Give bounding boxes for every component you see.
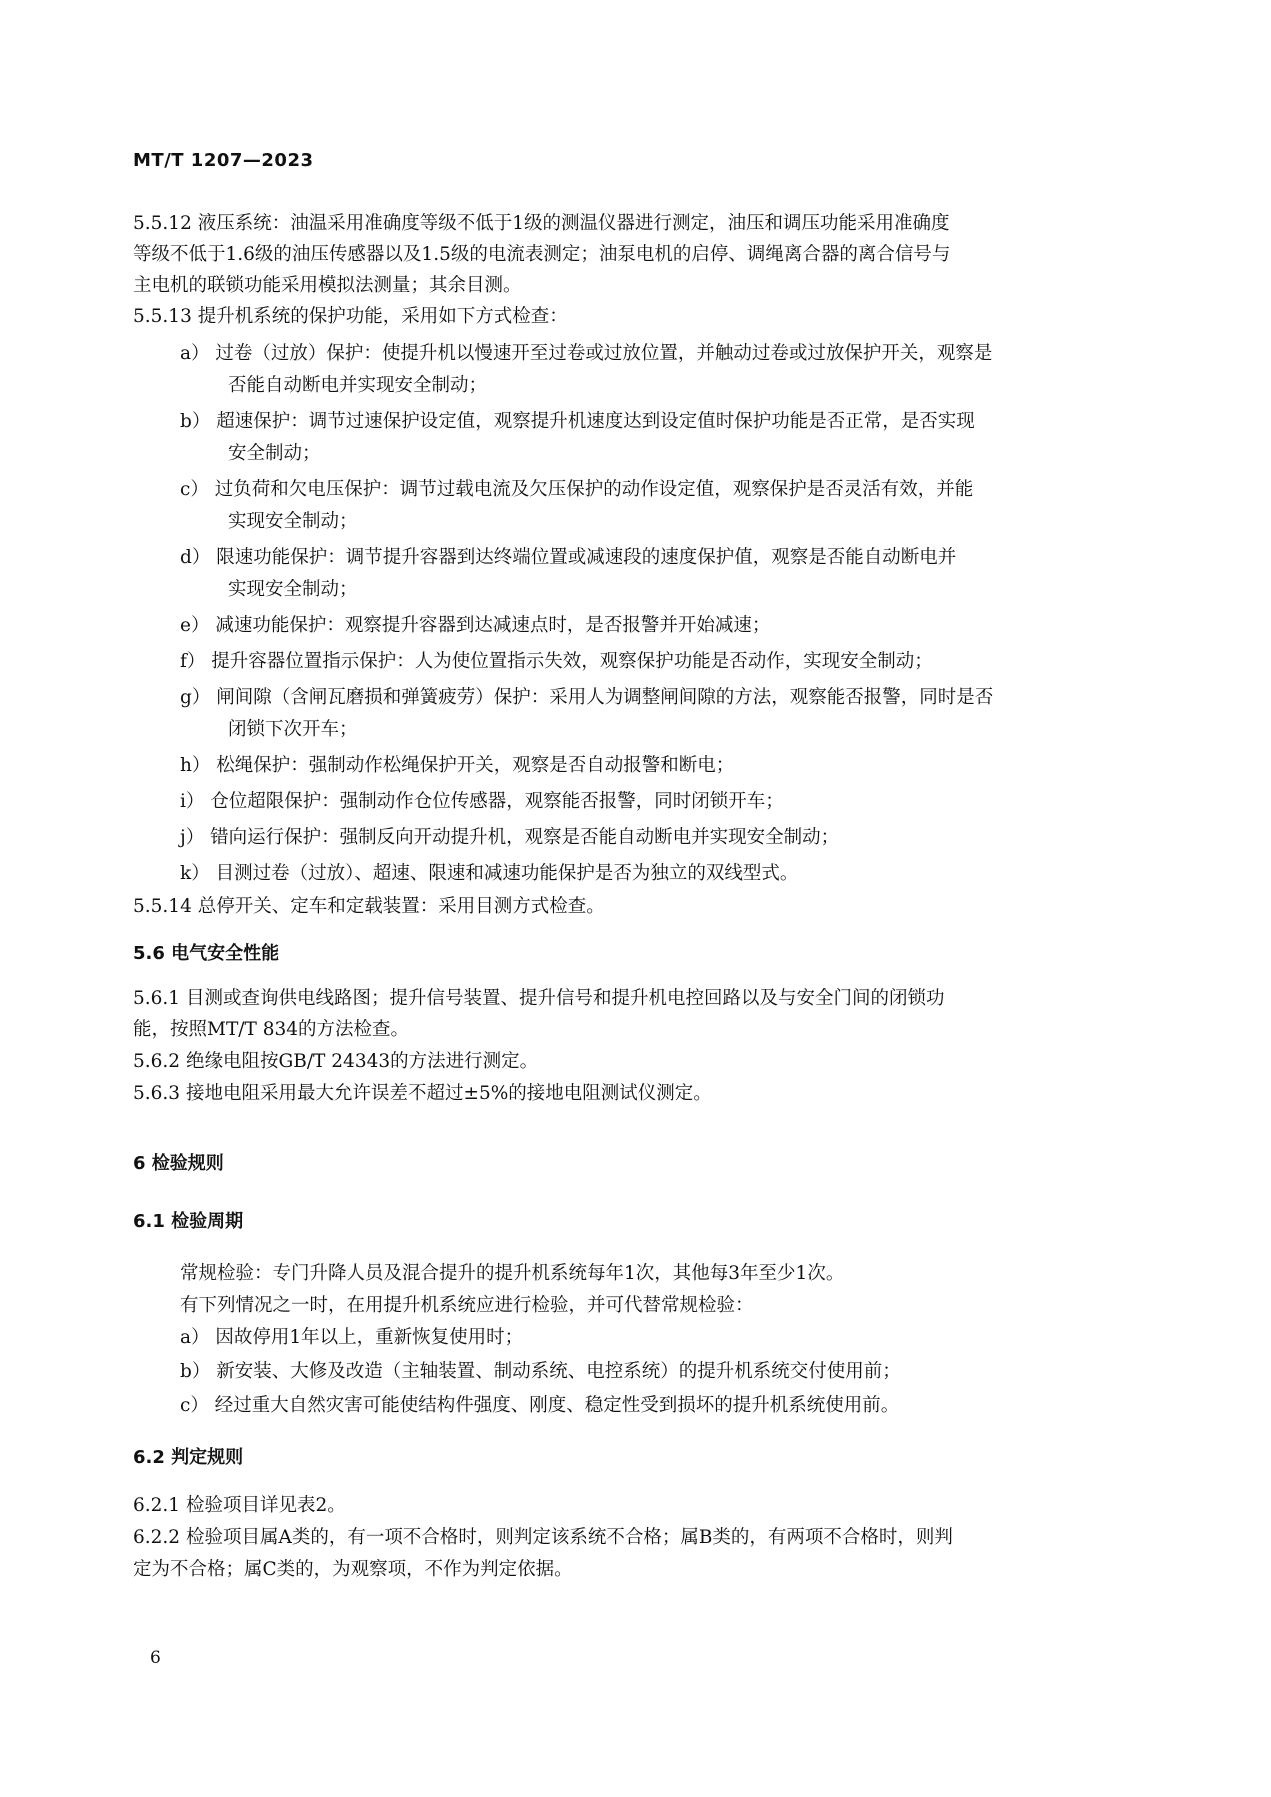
list-item: d） 限速功能保护：调节提升容器到达终端位置或减速段的速度保护值，观察是否能自动断电并 [180,547,957,568]
text-line: 否能自动断电并实现安全制动； [228,375,488,396]
list-item: b） 超速保护：调节过速保护设定值，观察提升机速度达到设定值时保护功能是否正常，是否实现 [180,411,975,432]
text-line: 5.5.13 提升机系统的保护功能，采用如下方式检查： [133,306,568,327]
text-line: 闭锁下次开车； [228,719,358,740]
section-heading: 6.2 判定规则 [133,1447,244,1468]
text-line: 5.5.12 液压系统：油温采用准确度等级不低于1级的测温仪器进行测定，油压和调压功能采用准确度 [133,213,950,234]
list-item: j） 错向运行保护：强制反向开动提升机，观察是否能自动断电并实现安全制动； [180,827,840,848]
text-line: 等级不低于1.6级的油压传感器以及1.5级的电流表测定；油泵电机的启停、调绳离合器的离合信号与 [133,244,951,265]
text-line: 5.6.1 目测或查询供电线路图；提升信号装置、提升信号和提升机电控回路以及与安全门间的闭锁功 [133,988,945,1009]
section-heading: 6.1 检验周期 [133,1211,244,1232]
document-code-header: MT/T 1207—2023 [133,150,314,171]
text-line: 实现安全制动； [228,511,358,532]
section-heading: 5.6 电气安全性能 [133,943,280,964]
text-line: 5.5.14 总停开关、定车和定载装置：采用目测方式检查。 [133,896,605,917]
list-item: c） 经过重大自然灾害可能使结构件强度、刚度、稳定性受到损坏的提升机系统使用前。 [180,1395,900,1416]
text-line: 安全制动； [228,443,321,464]
list-item: k） 目测过卷（过放）、超速、限速和减速功能保护是否为独立的双线型式。 [180,863,799,884]
text-line: 主电机的联锁功能采用模拟法测量；其余目测。 [133,275,522,296]
list-item: h） 松绳保护：强制动作松绳保护开关，观察是否自动报警和断电； [180,755,735,776]
text-line: 有下列情况之一时，在用提升机系统应进行检验，并可代替常规检验： [180,1295,754,1316]
list-item: e） 减速功能保护：观察提升容器到达减速点时，是否报警并开始减速； [180,615,771,636]
list-item: c） 过负荷和欠电压保护：调节过载电流及欠压保护的动作设定值，观察保护是否灵活有效，并能 [180,479,974,500]
text-line: 5.6.3 接地电阻采用最大允许误差不超过±5%的接地电阻测试仪测定。 [133,1083,712,1104]
text-line: 5.6.2 绝缘电阻按GB/T 24343的方法进行测定。 [133,1051,539,1072]
list-item: f） 提升容器位置指示保护：人为使位置指示失效，观察保护功能是否动作，实现安全制动； [180,651,933,672]
list-item: b） 新安装、大修及改造（主轴装置、制动系统、电控系统）的提升机系统交付使用前； [180,1361,901,1382]
text-line: 常规检验：专门升降人员及混合提升的提升机系统每年1次，其他每3年至少1次。 [180,1263,845,1284]
text-line: 定为不合格；属C类的，为观察项，不作为判定依据。 [133,1559,573,1580]
text-line: 能，按照MT/T 834的方法检查。 [133,1019,410,1040]
text-line: 实现安全制动； [228,579,358,600]
list-item: g） 闸间隙（含闸瓦磨损和弹簧疲劳）保护：采用人为调整闸间隙的方法，观察能否报警，同时是否 [180,687,994,708]
list-item: a） 因故停用1年以上，重新恢复使用时； [180,1327,524,1348]
list-item: i） 仓位超限保护：强制动作仓位传感器，观察能否报警，同时闭锁开车； [180,791,784,812]
text-line: 6.2.2 检验项目属A类的，有一项不合格时，则判定该系统不合格；属B类的，有两项不合格时，则判 [133,1527,953,1548]
list-item: a） 过卷（过放）保护：使提升机以慢速开至过卷或过放位置，并触动过卷或过放保护开关，观察是 [180,343,993,364]
text-line: 6.2.1 检验项目详见表2。 [133,1495,346,1516]
chapter-heading: 6 检验规则 [133,1153,224,1174]
page-number: 6 [150,1648,161,1668]
